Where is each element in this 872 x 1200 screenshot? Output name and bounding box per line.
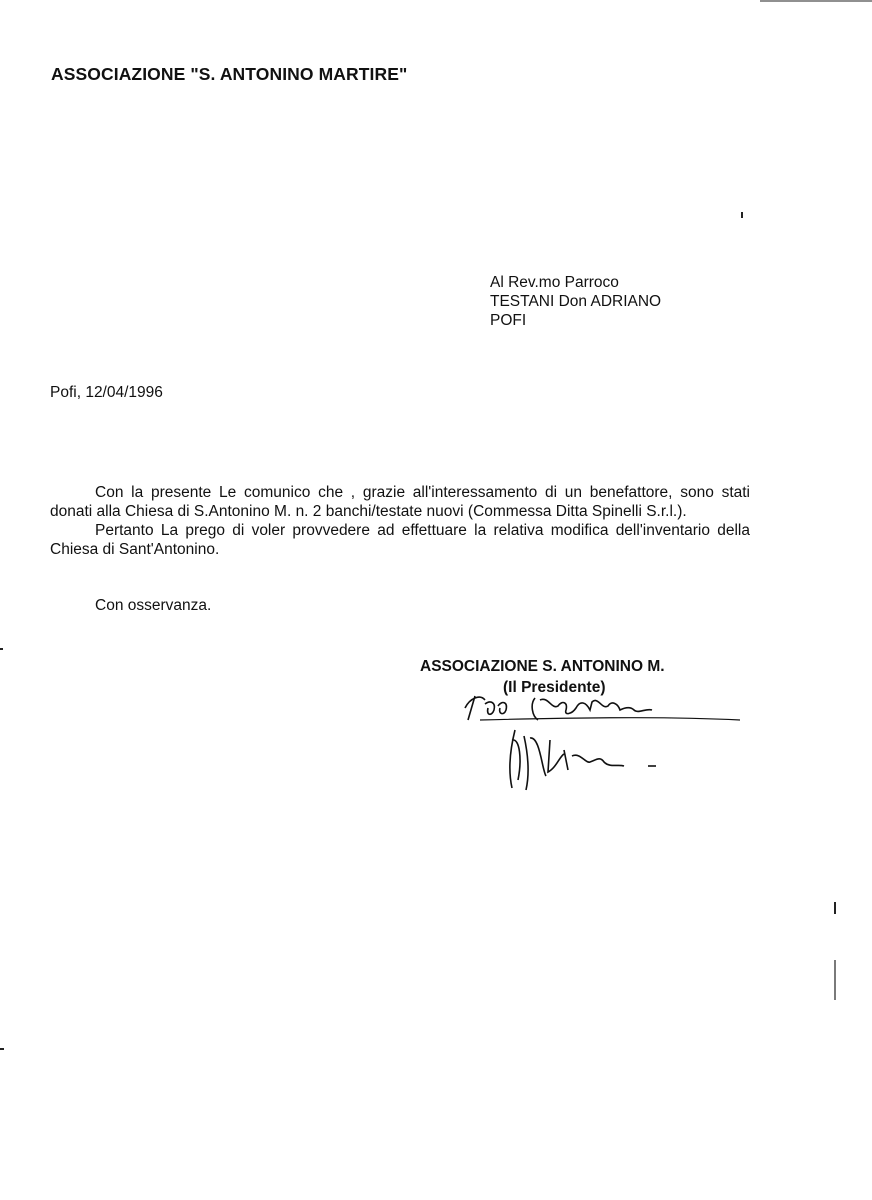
handwritten-signature	[440, 680, 760, 810]
letter-body	[50, 483, 750, 559]
recipient-line-1: Al Rev.mo Parroco	[490, 274, 619, 291]
body-paragraph-1: Con la presente Le comunico che , grazie all'interessamento di un benefattore, sono stati donati alla Chiesa di S.Antonino M. n. 2 banchi/testate nuovi (Commessa Ditta Spinelli S.r.l.).	[50, 484, 750, 520]
closing-salutation: Con osservanza.	[95, 597, 212, 614]
signature-role: (Il Presidente)	[503, 679, 606, 696]
place-date: Pofi, 12/04/1996	[50, 384, 163, 401]
body-paragraph-2: Pertanto La prego di voler provvedere ad effettuare la relativa modifica dell'inventario della Chiesa di Sant'Antonino.	[50, 522, 750, 558]
signature-organization: ASSOCIAZIONE S. ANTONINO M.	[420, 658, 665, 675]
recipient-line-2: TESTANI Don ADRIANO	[490, 293, 662, 310]
recipient-line-3: POFI	[490, 312, 527, 329]
letterhead-title: ASSOCIAZIONE "S. ANTONINO MARTIRE"	[51, 64, 408, 84]
